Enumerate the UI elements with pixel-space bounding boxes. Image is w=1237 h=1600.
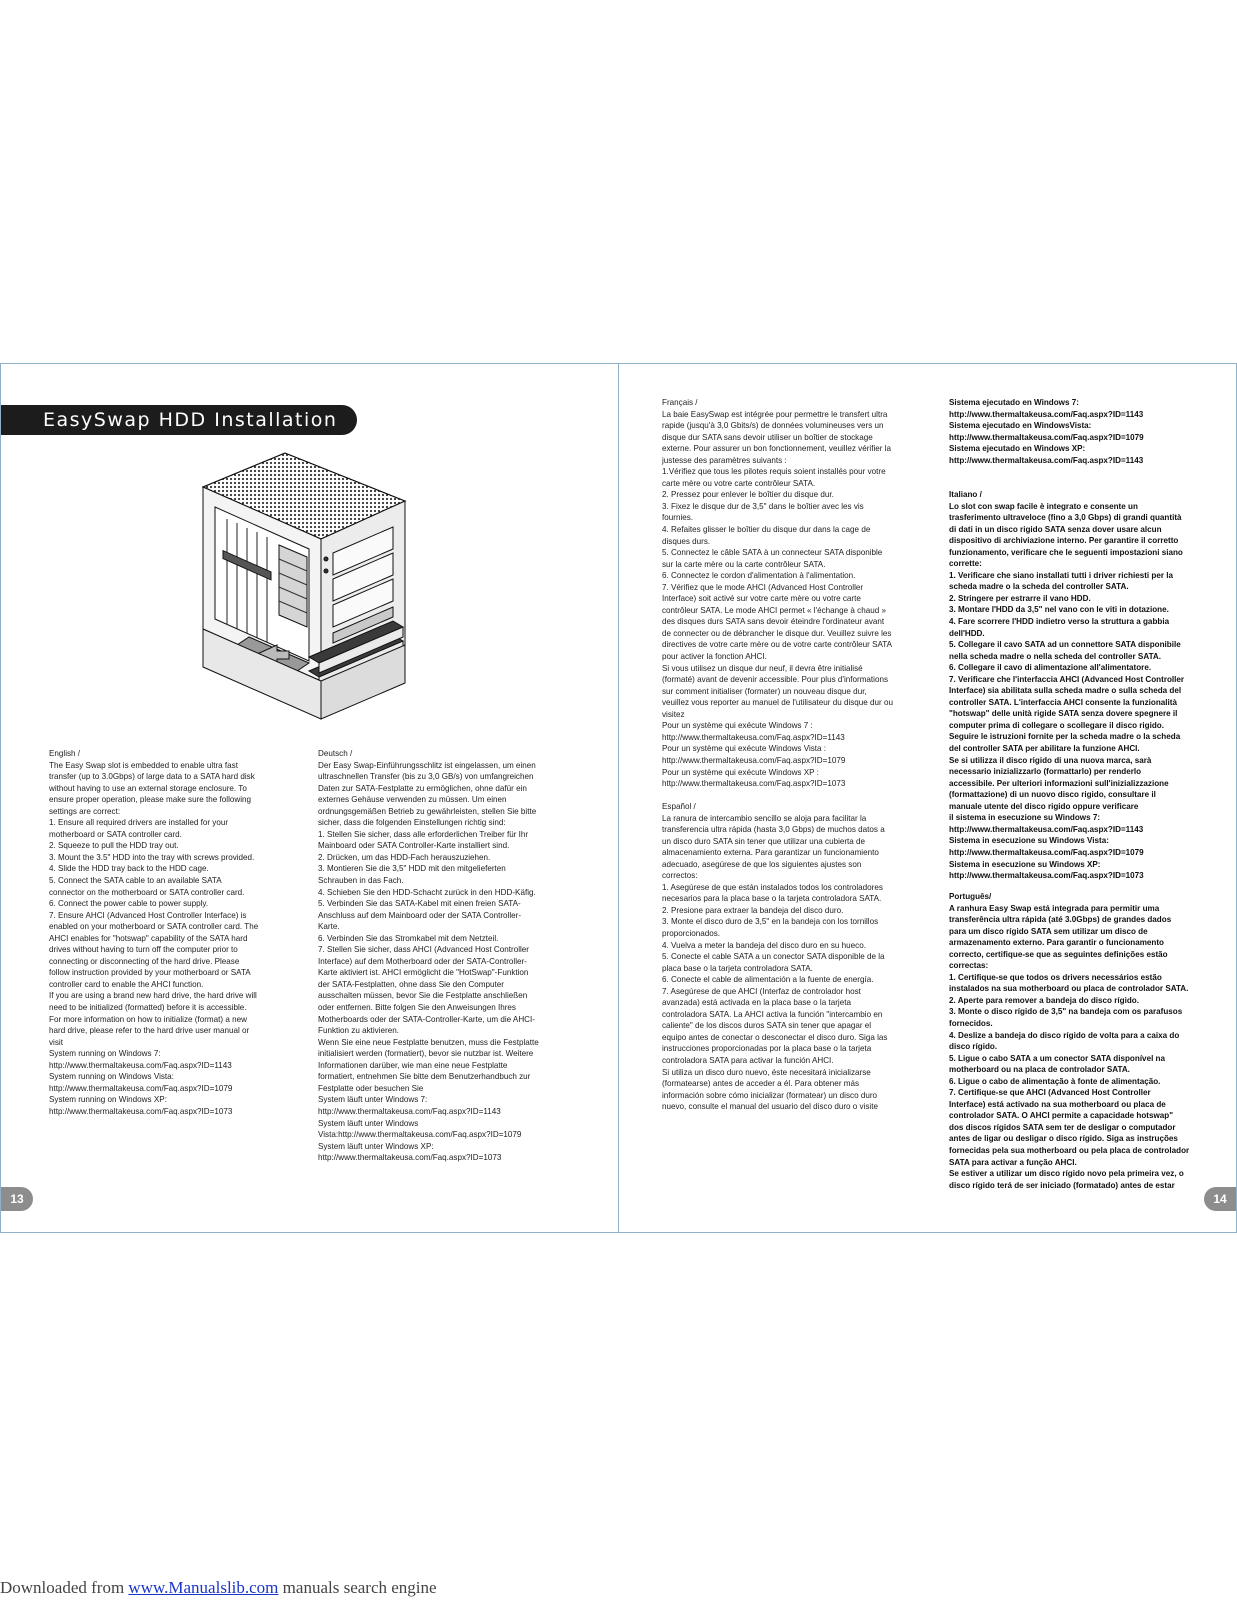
page-number: 13 [1,1187,33,1211]
left-page [0,363,619,1233]
espanol-continuation: Sistema ejecutado en Windows 7: http://www.thermaltakeusa.com/Faq.aspx?ID=1143 Sistema ejecutado en WindowsVista: http://www.thermaltakeusa.com/Faq.aspx?ID=1079 Sistema ejecutado en Windows XP: http://www.thermaltakeusa.com/Faq.aspx?ID=1143 [949,398,1144,465]
english-section: English / The Easy Swap slot is embedded to enable ultra fast transfer (up to 3.0Gbps) of large data to a SATA hard disk without having to use an external storage enclosure. To ensure proper operation, please make sure the following settings are correct: 1. Ensure all required drivers are installed for your motherboard or SATA controller card. 2. Squeeze to pull the HDD tray out. 3. Mount the 3.5" HDD into the tray with screws provided. 4. Slide the HDD tray back to the HDD cage. 5. Connect the SATA cable to an available SATA connector on the motherboard or SATA controller card. 6. Connect the power cable to power supply. 7. Ensure AHCI (Advanced Host Controller Interface) is enabled on your motherboard or SATA controller card. The AHCI enables for "hotswap" capability of the SATA hard drives without having to turn off the computer prior to connecting or disconnecting of the hard drive. Please follow instruction provided by your motherboard or SATA controller card to enable the AHCI function. If you are using a brand new hard drive, the hard drive will need to be initialized (formatted) before it is accessible. For more information on how to initialize (format) a new hard drive, please refer to the hard drive user manual or visit System running on Windows 7: http://www.thermaltakeusa.com/Faq.aspx?ID=1143 System running on Windows Vista: http://www.thermaltakeusa.com/Faq.aspx?ID=1079 System running on Windows XP: http://www.thermaltakeusa.com/Faq.aspx?ID=1073 [49,749,259,1116]
computer-case-illustration [197,449,417,739]
page-number: 14 [1204,1187,1236,1211]
page-title: EasySwap HDD Installation [1,405,357,435]
espanol-section: Español / La ranura de intercambio sencillo se aloja para facilitar la transferencia ultra rápida (hasta 3,0 Gbps) de muchos datos a un disco duro SATA sin tener que utilizar una cubierta de almacenamiento externa. Para garantizar un funcionamiento adecuado, asegúrese de que los siguientes ajustes son correctos: 1. Asegúrese de que están instalados todos los controladores necesarios para la placa base o la tarjeta controladora SATA. 2. Presione para extraer la bandeja del disco duro. 3. Monte el disco duro de 3,5" en la bandeja con los tornillos proporcionados. 4. Vuelva a meter la bandeja del disco duro en su hueco. 5. Conecte el cable SATA a un conector SATA disponible de la placa base o la tarjeta controladora SATA. 6. Conecte el cable de alimentación a la fuente de energía. 7. Asegúrese de que AHCI (Interfaz de controlador host avanzada) está activada en la placa base o la tarjeta controladora SATA. La AHCI activa la función "intercambio en caliente" de los discos duros SATA sin tener que apagar el equipo antes de conectar o desconectar el disco duro. Siga las instrucciones proporcionadas por la placa base o la tarjeta controladora SATA para activar la función AHCI. Si utiliza un disco duro nuevo, éste necesitará inicializarse (formatearse) antes de acceder a él. Para obtener más información sobre cómo inicializar (formatear) un disco duro nuevo, consulte el manual del usuario del disco duro o visite [662,802,888,1112]
download-footer [0,1578,437,1598]
francais-section: Français / La baie EasySwap est intégrée pour permettre le transfert ultra rapide (jusqu'à 3,0 Gbits/s) de données volumineuses vers un disque dur SATA sans devoir utiliser un boîtier de stockage externe. Pour assurer un bon fonctionnement, veuillez vérifier la justesse des paramètres suivants : 1.Vérifiez que tous les pilotes requis soient installés pour votre carte mère ou votre carte contrôleur SATA. 2. Pressez pour enlever le boîtier du disque dur. 3. Fixez le disque dur de 3,5" dans le boîtier avec les vis fournies. 4. Refaites glisser le boîtier du disque dur dans la cage de disques durs. 5. Connectez le câble SATA à un connecteur SATA disponible sur la carte mère ou la carte contrôleur SATA. 6. Connectez le cordon d'alimentation à l'alimentation. 7. Vérifiez que le mode AHCI (Advanced Host Controller Interface) soit activé sur votre carte mère ou votre carte contrôleur SATA. Le mode AHCI permet « l'échange à chaud » des disques durs SATA sans devoir éteindre l'ordinateur avant de connecter ou de débrancher le disque dur. Veuillez suivre les directives de votre carte mère ou de votre carte contrôleur SATA pour activer la fonction AHCI. Si vous utilisez un disque dur neuf, il devra être initialisé (formaté) avant de devenir accessible. Pour plus d'informations sur comment initialiser (formater) un nouveau disque dur, veuillez vous reporter au manuel de l'utilisateur du disque dur ou visitez Pour un système qui exécute Windows 7 : http://www.thermaltakeusa.com/Faq.aspx?ID=1143 Pour un système qui exécute Windows Vista : http://www.thermaltakeusa.com/Faq.aspx?ID=1079 Pour un système qui exécute Windows XP : http://www.thermaltakeusa.com/Faq.aspx?ID=1073 [662,398,894,789]
deutsch-section: Deutsch / Der Easy Swap-Einführungsschlitz ist eingelassen, um einen ultraschnellen Transfer (bis zu 3,0 GB/s) von umfangreichen Daten zur SATA-Festplatte zu ermöglichen, ohne dafür ein externes Gehäuse verwenden zu müssen. Um einen ordnungsgemäßen Betrieb zu gewährleisten, stellen Sie bitte sicher, dass die folgenden Einstellungen richtig sind: 1. Stellen Sie sicher, dass alle erforderlichen Treiber für Ihr Mainboard oder SATA Controller-Karte installiert sind. 2. Drücken, um das HDD-Fach herauszuziehen. 3. Montieren Sie die 3,5" HDD mit den mitgelieferten Schrauben in das Fach. 4. Schieben Sie den HDD-Schacht zurück in den HDD-Käfig. 5. Verbinden Sie das SATA-Kabel mit einen freien SATA- Anschluss auf dem Mainboard oder der SATA Controller- Karte. 6. Verbinden Sie das Stromkabel mit dem Netzteil. 7. Stellen Sie sicher, dass AHCI (Advanced Host Controller Interface) auf dem Motherboard oder der SATA-Controller- Karte aktiviert ist. AHCI ermöglicht die "HotSwap"-Funktion der SATA-Festplatten, ohne dass Sie den Computer ausschalten müssen, bevor Sie die Festplatte anschließen oder entfernen. Bitte folgen Sie den Anweisungen Ihres Motherboards oder der SATA-Controller-Karte, um die AHCI- Funktion zu aktivieren. Wenn Sie eine neue Festplatte benutzen, muss die Festplatte initialisiert werden (formatiert), bevor sie nutzbar ist. Weitere Informationen darüber, wie man eine neue Festplatte formatiert, entnehmen Sie bitte dem Benutzerhandbuch zur Festplatte oder besuchen Sie System läuft unter Windows 7: http://www.thermaltakeusa.com/Faq.aspx?ID=1143 System läuft unter Windows Vista:http://www.thermaltakeusa.com/Faq.aspx?ID=1079 System läuft unter Windows XP: http://www.thermaltakeusa.com/Faq.aspx?ID=1073 [318,749,539,1163]
portugues-section: Português/ A ranhura Easy Swap está integrada para permitir uma transferência ultra rápida (até 3.0Gbps) de grandes dados para um disco rígido SATA sem utilizar um disco de armazenamento externo. Para garantir o funcionamento correcto, certifique-se que as seguintes definições estão correctas: 1. Certifique-se que todos os drivers necessários estão instalados na sua motherboard ou placa de controlador SATA. 2. Aperte para remover a bandeja do disco rígido. 3. Monte o disco rígido de 3,5" na bandeja com os parafusos fornecidos. 4. Deslize a bandeja do disco rígido de volta para a caixa do disco rígido. 5. Ligue o cabo SATA a um conector SATA disponível na motherboard ou na placa de controlador SATA. 6. Ligue o cabo de alimentação à fonte de alimentação. 7. Certifique-se que AHCI (Advanced Host Controller Interface) está activado na sua motherboard ou placa de controlador SATA. O AHCI permite a capacidade hotswap" dos discos rígidos SATA sem ter de desligar o computador antes de ligar ou desligar o disco rígido. Siga as instruções fornecidas pela sua motherboard ou pela placa de controlador SATA para activar a função AHCI. Se estiver a utilizar um disco rígido novo pela primeira vez, o disco rígido terá de ser iniciado (formatado) antes de estar [949,892,1190,1190]
footer-suffix: manuals search engine [278,1578,437,1597]
right-page [618,363,1237,1233]
footer-prefix: Downloaded from [0,1578,129,1597]
italiano-section: Italiano / Lo slot con swap facile è integrato e consente un trasferimento ultraveloce (fino a 3,0 Gbps) di grandi quantità di dati in un disco rigido SATA senza dover usare alcun dispositivo di archiviazione interno. Per garantire il corretto funzionamento, verificare che le seguenti impostazioni siano corrette: 1. Verificare che siano installati tutti i driver richiesti per la scheda madre o la scheda del controller SATA. 2. Stringere per estrarre il vano HDD. 3. Montare l'HDD da 3,5" nel vano con le viti in dotazione. 4. Fare scorrere l'HDD indietro verso la struttura a gabbia dell'HDD. 5. Collegare il cavo SATA ad un connettore SATA disponibile nella scheda madre o nella scheda del controller SATA. 6. Collegare il cavo di alimentazione all'alimentatore. 7. Verificare che l'interfaccia AHCI (Advanced Host Controller Interface) sia abilitata sulla scheda madre o sulla scheda del controller SATA. L'interfaccia AHCI consente la funzionalità "hotswap" delle unità rigide SATA senza dovere spegnere il computer prima di collegare o scollegare il disco rigido. Seguire le istruzioni fornite per la scheda madre o la scheda del controller SATA per abilitare la funzione AHCI. Se si utilizza il disco rigido di una nuova marca, sarà necessario inizializzarlo (formattarlo) per renderlo accessibile. Per ulteriori informazioni sull'inizializzazione (formattazione) di un nuovo disco rigido, consultare il manuale utente del disco rigido oppure verificare il sistema in esecuzione su Windows 7: http://www.thermaltakeusa.com/Faq.aspx?ID=1143 Sistema in esecuzione su Windows Vista: http://www.thermaltakeusa.com/Faq.aspx?ID=1079 Sistema in esecuzione su Windows XP: http://www.thermaltakeusa.com/Faq.aspx?ID=1073 [949,490,1185,881]
manualslib-link[interactable]: www.Manualslib.com [128,1578,279,1597]
